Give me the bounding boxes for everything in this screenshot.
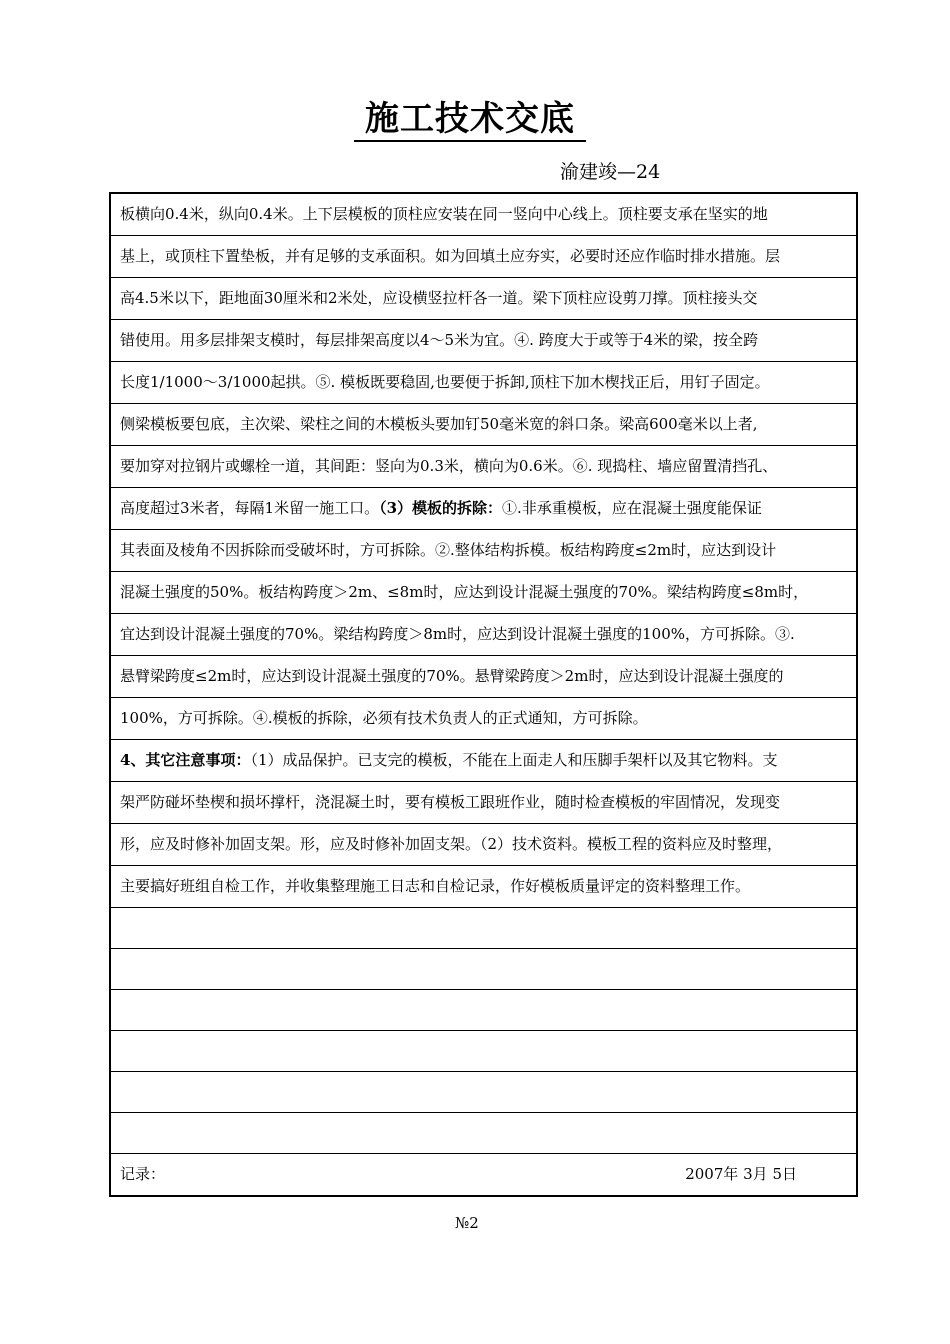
empty-line — [110, 1031, 857, 1072]
table-row — [110, 404, 857, 446]
text-line: 形，应及时修补加固支架。形，应及时修补加固支架。（2）技术资料。模板工程的资料应及时整理， — [110, 824, 857, 866]
section-heading: （3）模板的拆除： — [379, 499, 503, 517]
text-line: 长度1/1000～3/1000起拱。⑤. 模板既要稳固,也要便于拆卸,顶柱下加木楔找正后，用钉子固定。 — [110, 362, 857, 404]
text-line: 要加穿对拉钢片或螺栓一道，其间距：竖向为0.3米，横向为0.6米。⑥. 现捣柱、墙应留置清挡孔、 — [110, 446, 857, 488]
text-line: 侧梁模板要包底，主次梁、梁柱之间的木模板头要加钉50毫米宽的斜口条。梁高600毫米以上者, — [110, 404, 857, 446]
record-label: 记录： — [120, 1165, 166, 1183]
empty-line — [110, 1072, 857, 1113]
table-row — [110, 530, 857, 572]
text-line: 宜达到设计混凝土强度的70%。梁结构跨度＞8m时，应达到设计混凝土强度的100%，方可拆除。③. — [110, 614, 857, 656]
empty-line — [110, 908, 857, 949]
text-line: 混凝土强度的50%。板结构跨度＞2m、≤8m时，应达到设计混凝土强度的70%。梁结构跨度≤8m时， — [110, 572, 857, 614]
table-row — [110, 278, 857, 320]
table-row — [110, 1072, 857, 1113]
table-row — [110, 614, 857, 656]
table-row — [110, 320, 857, 362]
table-row — [110, 949, 857, 990]
text-line: 板横向0.4米，纵向0.4米。上下层模板的顶柱应安装在同一竖向中心线上。顶柱要支承在坚实的地 — [120, 205, 768, 223]
table-row — [110, 1113, 857, 1154]
empty-line — [110, 1113, 857, 1154]
section-heading: 4、其它注意事项： — [120, 751, 251, 769]
record-row — [110, 1154, 857, 1197]
record-date: 2007年 3月 5日 — [685, 1165, 797, 1183]
text-segment: （1）成品保护。已支完的模板，不能在上面走人和压脚手架杆以及其它物料。支 — [250, 751, 778, 769]
table-row — [110, 740, 857, 782]
table-row — [110, 990, 857, 1031]
empty-line — [110, 949, 857, 990]
document-number: 渝建竣—24 — [560, 161, 661, 183]
page-number: №2 — [455, 1214, 479, 1232]
table-row — [110, 193, 857, 236]
table-row — [110, 362, 857, 404]
text-line: 错使用。用多层排架支模时，每层排架高度以4～5米为宜。④. 跨度大于或等于4米的梁，按全跨 — [110, 320, 857, 362]
table-row — [110, 824, 857, 866]
text-line: 基上，或顶柱下置垫板，并有足够的支承面积。如为回填土应夯实，必要时还应作临时排水措施。层 — [110, 236, 857, 278]
table-row — [110, 236, 857, 278]
text-line: 主要搞好班组自检工作，并收集整理施工日志和自检记录，作好模板质量评定的资料整理工作。 — [110, 866, 857, 908]
text-line: 架严防碰坏垫楔和损坏撑杆，浇混凝土时，要有模板工跟班作业，随时检查模板的牢固情况，发现变 — [110, 782, 857, 824]
text-line: 100%，方可拆除。④.模板的拆除，必须有技术负责人的正式通知，方可拆除。 — [110, 698, 857, 740]
table-row — [110, 488, 857, 530]
table-row — [110, 656, 857, 698]
text-line — [110, 488, 857, 530]
table-row — [110, 446, 857, 488]
document-title: 施工技术交底 — [354, 98, 586, 142]
table-row — [110, 698, 857, 740]
table-row — [110, 782, 857, 824]
table-row — [110, 908, 857, 949]
text-line: 悬臂梁跨度≤2m时，应达到设计混凝土强度的70%。悬臂梁跨度＞2m时，应达到设计混凝土强度的 — [110, 656, 857, 698]
table-row — [110, 866, 857, 908]
text-segment: ①.非承重模板，应在混凝土强度能保证 — [502, 499, 762, 517]
disclosure-table — [109, 192, 858, 1197]
text-line: 高4.5米以下，距地面30厘米和2米处，应设横竖拉杆各一道。梁下顶柱应设剪刀撑。顶柱接头交 — [110, 278, 857, 320]
text-line — [110, 740, 857, 782]
table-row — [110, 1154, 857, 1197]
empty-line — [110, 990, 857, 1031]
text-line: 其表面及棱角不因拆除而受破坏时，方可拆除。②.整体结构拆模。板结构跨度≤2m时，应达到设计 — [110, 530, 857, 572]
table-row — [110, 1031, 857, 1072]
text-segment: 高度超过3米者，每隔1米留一施工口。 — [120, 499, 380, 517]
table-row — [110, 572, 857, 614]
